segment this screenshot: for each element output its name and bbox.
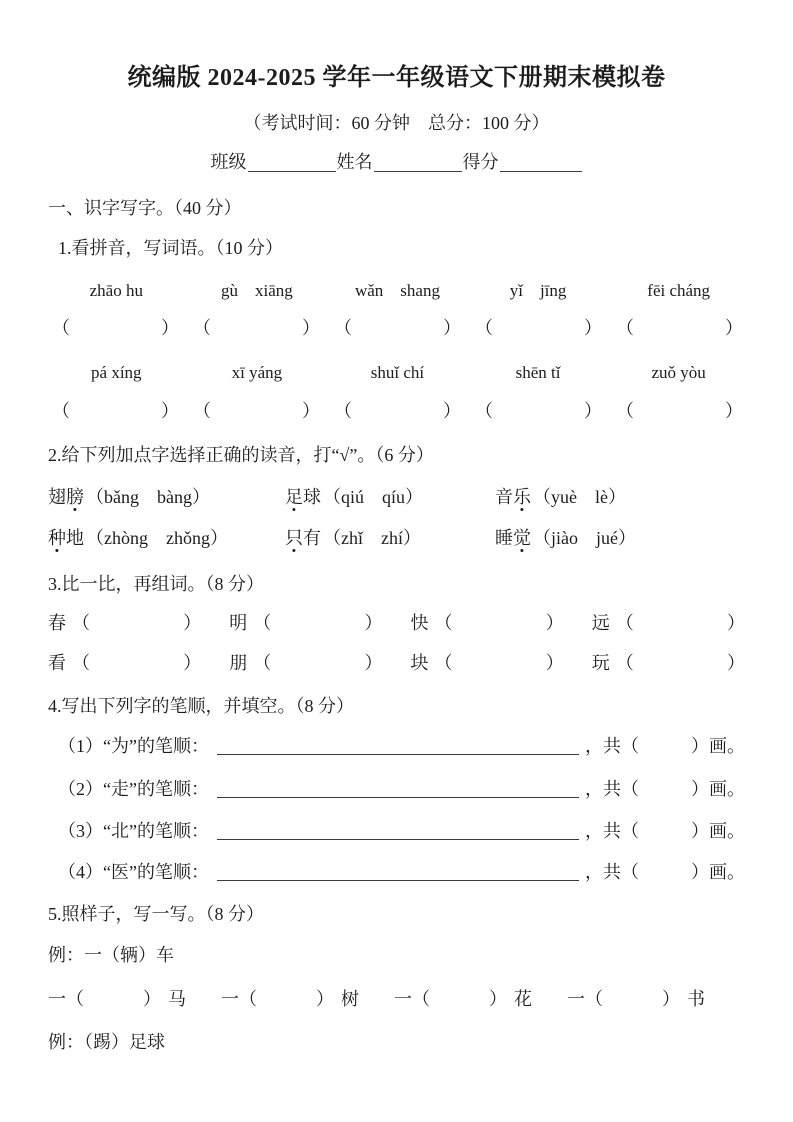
word-building-item: 玩 （ ） — [591, 653, 745, 673]
name-label: 姓名 — [336, 152, 373, 172]
answer-bracket: （ ） — [475, 401, 602, 421]
name-blank-line — [374, 171, 462, 172]
word-char-dotted: 膀 — [66, 487, 84, 507]
q1-answer-brackets-row1 — [52, 317, 743, 340]
stroke-order-label: （3）“北”的笔顺： — [58, 821, 209, 841]
word-char: 音 — [495, 487, 513, 507]
answer-bracket: （ ） — [334, 318, 461, 338]
given-char: 朋 — [229, 653, 248, 673]
answer-bracket: （ ） — [193, 401, 320, 421]
pinyin-options: （zhòng zhǒng） — [86, 528, 228, 548]
q5-heading: 5.照样子，写一写。（8 分） — [48, 904, 264, 924]
answer-bracket: （ ） — [193, 318, 320, 338]
q2-heading: 2.给下列加点字选择正确的读音，打“√”。（6 分） — [48, 445, 434, 465]
word-char-dotted: 乐 — [513, 487, 531, 507]
given-char: 春 — [48, 613, 66, 633]
given-char: 看 — [48, 653, 66, 673]
answer-bracket: （ ） — [52, 401, 179, 421]
word-building-item: 春 （ ） — [48, 613, 202, 633]
noun-char: 花 — [514, 989, 532, 1009]
measure-word-item: 一（ ） 马 — [48, 989, 186, 1009]
phonetic-choice-item — [495, 527, 636, 550]
q1-pinyin-row2 — [52, 362, 743, 383]
answer-bracket: （ ） — [616, 401, 743, 421]
pinyin-word: shuǐ chí — [370, 363, 425, 382]
q5-measure-word-row — [48, 988, 745, 1011]
q3-row1 — [48, 612, 745, 635]
noun-char: 书 — [687, 989, 705, 1009]
measure-word-item: 一（ ） 书 — [567, 989, 705, 1009]
q4-item-1: （1）“为”的笔顺： ，共（ ）画。 — [58, 736, 745, 756]
word-building-item: 看 （ ） — [48, 653, 202, 673]
pinyin-word: gù xiāng — [221, 281, 293, 300]
class-label: 班级 — [210, 152, 247, 172]
given-char: 明 — [229, 613, 248, 633]
stroke-order-label: （1）“为”的笔顺： — [58, 736, 209, 756]
pinyin-options: （bǎng bàng） — [86, 487, 210, 507]
word-char: 翅 — [48, 487, 66, 507]
stroke-order-blank-line — [217, 880, 579, 881]
word-char-dotted: 种 — [48, 528, 66, 548]
q2-row2 — [48, 527, 745, 550]
stroke-order-label: （2）“走”的笔顺： — [58, 779, 209, 799]
measure-word-item: 一（ ） 树 — [221, 989, 359, 1009]
word-building-item: 远 （ ） — [591, 613, 745, 633]
q1-pinyin-row1 — [52, 280, 743, 301]
section1-heading: 一、识字写字。（40 分） — [48, 198, 242, 218]
given-char: 快 — [410, 613, 429, 633]
q4-item-2: （2）“走”的笔顺： ，共（ ）画。 — [58, 779, 745, 799]
given-char: 玩 — [591, 653, 610, 673]
score-label: 得分 — [462, 152, 499, 172]
pinyin-options: （yuè lè） — [533, 487, 626, 507]
word-char: 有 — [303, 528, 321, 548]
q1-heading: 1.看拼音，写词语。（10 分） — [58, 238, 283, 258]
noun-char: 树 — [341, 989, 359, 1009]
phonetic-choice-item — [285, 486, 495, 509]
stroke-order-label: （4）“医”的笔顺： — [58, 862, 209, 882]
stroke-order-blank-line — [217, 839, 579, 840]
stroke-order-blank-line — [217, 797, 579, 798]
given-char: 块 — [410, 653, 429, 673]
word-char: 地 — [66, 528, 84, 548]
q4-item-3: （3）“北”的笔顺： ，共（ ）画。 — [58, 821, 745, 841]
student-fields-row — [48, 151, 745, 174]
answer-bracket: （ ） — [475, 318, 602, 338]
q3-row2 — [48, 652, 745, 675]
word-building-item: 明 （ ） — [229, 613, 383, 633]
pinyin-word: zuǒ yòu — [651, 363, 706, 382]
measure-word-item: 一（ ） 花 — [394, 989, 532, 1009]
word-char-dotted: 只 — [285, 528, 303, 548]
q4-heading: 4.写出下列字的笔顺，并填空。（8 分） — [48, 696, 354, 716]
phonetic-choice-item — [48, 527, 285, 550]
q2-row1 — [48, 486, 745, 509]
q5-example-1: 例：一（辆）车 — [48, 945, 174, 965]
pinyin-word: zhāo hu — [89, 281, 143, 300]
word-char-dotted: 足 — [285, 487, 303, 507]
answer-bracket: （ ） — [334, 401, 461, 421]
pinyin-word: xī yáng — [231, 363, 283, 382]
q3-heading: 3.比一比，再组词。（8 分） — [48, 574, 264, 594]
answer-bracket: （ ） — [52, 318, 179, 338]
phonetic-choice-item — [285, 527, 495, 550]
pinyin-word: yǐ jīng — [509, 281, 567, 300]
word-char-dotted: 觉 — [513, 528, 531, 548]
word-building-item: 快 （ ） — [410, 613, 564, 633]
phonetic-choice-item — [48, 486, 285, 509]
pinyin-word: fēi cháng — [647, 281, 711, 300]
stroke-order-blank-line — [217, 754, 579, 755]
pinyin-options: （zhǐ zhí） — [323, 528, 421, 548]
word-char: 睡 — [495, 528, 513, 548]
q5-example-2: 例：（踢）足球 — [48, 1032, 165, 1052]
word-building-item: 朋 （ ） — [229, 653, 383, 673]
pinyin-word: pá xíng — [91, 363, 142, 382]
pinyin-options: （qiú qíu） — [323, 487, 424, 507]
pinyin-word: wǎn shang — [354, 281, 440, 300]
class-blank-line — [248, 171, 336, 172]
score-blank-line — [500, 171, 582, 172]
word-char: 球 — [303, 487, 321, 507]
noun-char: 马 — [168, 989, 186, 1009]
page-title: 统编版 2024-2025 学年一年级语文下册期末模拟卷 — [127, 65, 666, 91]
q1-answer-brackets-row2 — [52, 400, 743, 423]
word-building-item: 块 （ ） — [410, 653, 564, 673]
q4-item-4: （4）“医”的笔顺： ，共（ ）画。 — [58, 862, 745, 882]
exam-info: （考试时间：60 分钟 总分：100 分） — [243, 113, 550, 133]
answer-bracket: （ ） — [616, 318, 743, 338]
pinyin-word: shēn tǐ — [515, 363, 561, 382]
pinyin-options: （jiào jué） — [533, 528, 636, 548]
given-char: 远 — [591, 613, 610, 633]
phonetic-choice-item — [495, 486, 626, 509]
